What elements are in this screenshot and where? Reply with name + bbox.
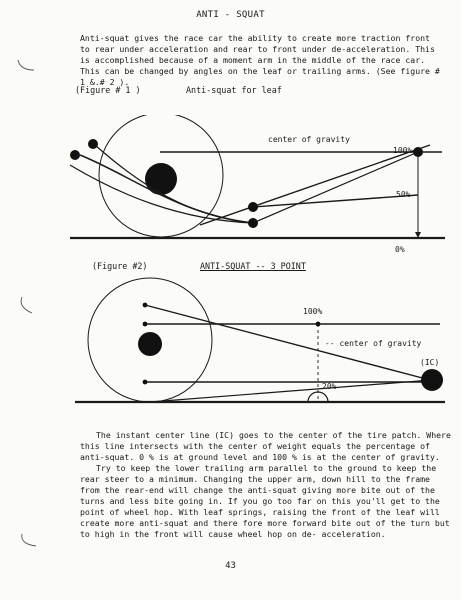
- figure1-cg-label: center of gravity: [268, 135, 350, 144]
- figure2-pivot-upper: [143, 303, 148, 308]
- figure2-caption-title: ANTI-SQUAT -- 3 POINT: [200, 261, 306, 271]
- figure1-leaf-to-cg: [70, 152, 418, 223]
- figure1-pivot-front-low: [70, 150, 80, 160]
- figure1-pivot-rear-low: [248, 218, 258, 228]
- figure1-100-point: [413, 147, 423, 157]
- figure2-diagram: [0, 272, 461, 422]
- closing-paragraph-1: The instant center line (IC) goes to the center of the tire patch. Where this line intersects with the center of weight equals the percentage of anti-squat. 0 % is at ground level and 100 % is at the center of gravity.: [80, 430, 451, 462]
- page-number: 43: [225, 561, 236, 571]
- binder-hole-mark-top: [14, 58, 38, 74]
- figure2-pivot-cg: [143, 322, 148, 327]
- figure1-pivot-rear-high: [248, 202, 258, 212]
- figure2-axle-hub: [138, 332, 162, 356]
- figure1-pivot-front-high: [88, 139, 98, 149]
- closing-paragraph-2: Try to keep the lower trailing arm parallel to the ground to keep the rear steer to a minimum. Changing the upper arm, down hill to the frame from the rear-end will change the anti-squat giving more bite out of the turns and less bite going in. If you go too far on this you'll get to the point of wheel hop. With leaf springs, raising the front of the leaf will create more anti-squat and there fore more forward bite out of the turn but to high in the front will cause wheel hop on de- acceleration.: [80, 463, 450, 539]
- figure2-instant-center: [421, 369, 443, 391]
- figure1-ic-line: [200, 145, 430, 225]
- figure1-diagram: [0, 115, 461, 260]
- figure2-caption-number: (Figure #2): [92, 261, 148, 271]
- figure1-50-line: [253, 195, 418, 207]
- intro-paragraph: Anti-squat gives the race car the ability to create more traction front to rear under acceleration and rear to front under de-acceleration. This is accomplished because of a moment arm in the middle of the race car. This can be changed by angles on the leaf or trailing arms. (See figure # 1 &.# 2 ).: [80, 33, 440, 87]
- figure1-100-label: 100%: [393, 146, 413, 155]
- figure2-ic-line: [150, 380, 432, 402]
- binder-hole-mark-bottom: [16, 532, 40, 550]
- figure2-pivot-lower: [143, 380, 148, 385]
- figure1-caption-title: Anti-squat for leaf: [186, 85, 282, 95]
- figure1-0-label: 0%: [395, 245, 405, 254]
- figure2-cg-label: -- center of gravity: [325, 339, 422, 348]
- figure2-20-label: 20%: [322, 382, 337, 391]
- figure2-100-point: [316, 322, 321, 327]
- closing-text: [80, 430, 452, 540]
- binder-hole-mark-middle: [16, 295, 40, 317]
- figure1-50-label: 50%: [396, 190, 411, 199]
- page-title: ANTI - SQUAT: [196, 10, 265, 20]
- figure2-ic-label: (IC): [420, 358, 440, 367]
- figure2-100-label: 100%: [303, 307, 323, 316]
- figure1-caption-number: (Figure # 1 ): [75, 85, 141, 95]
